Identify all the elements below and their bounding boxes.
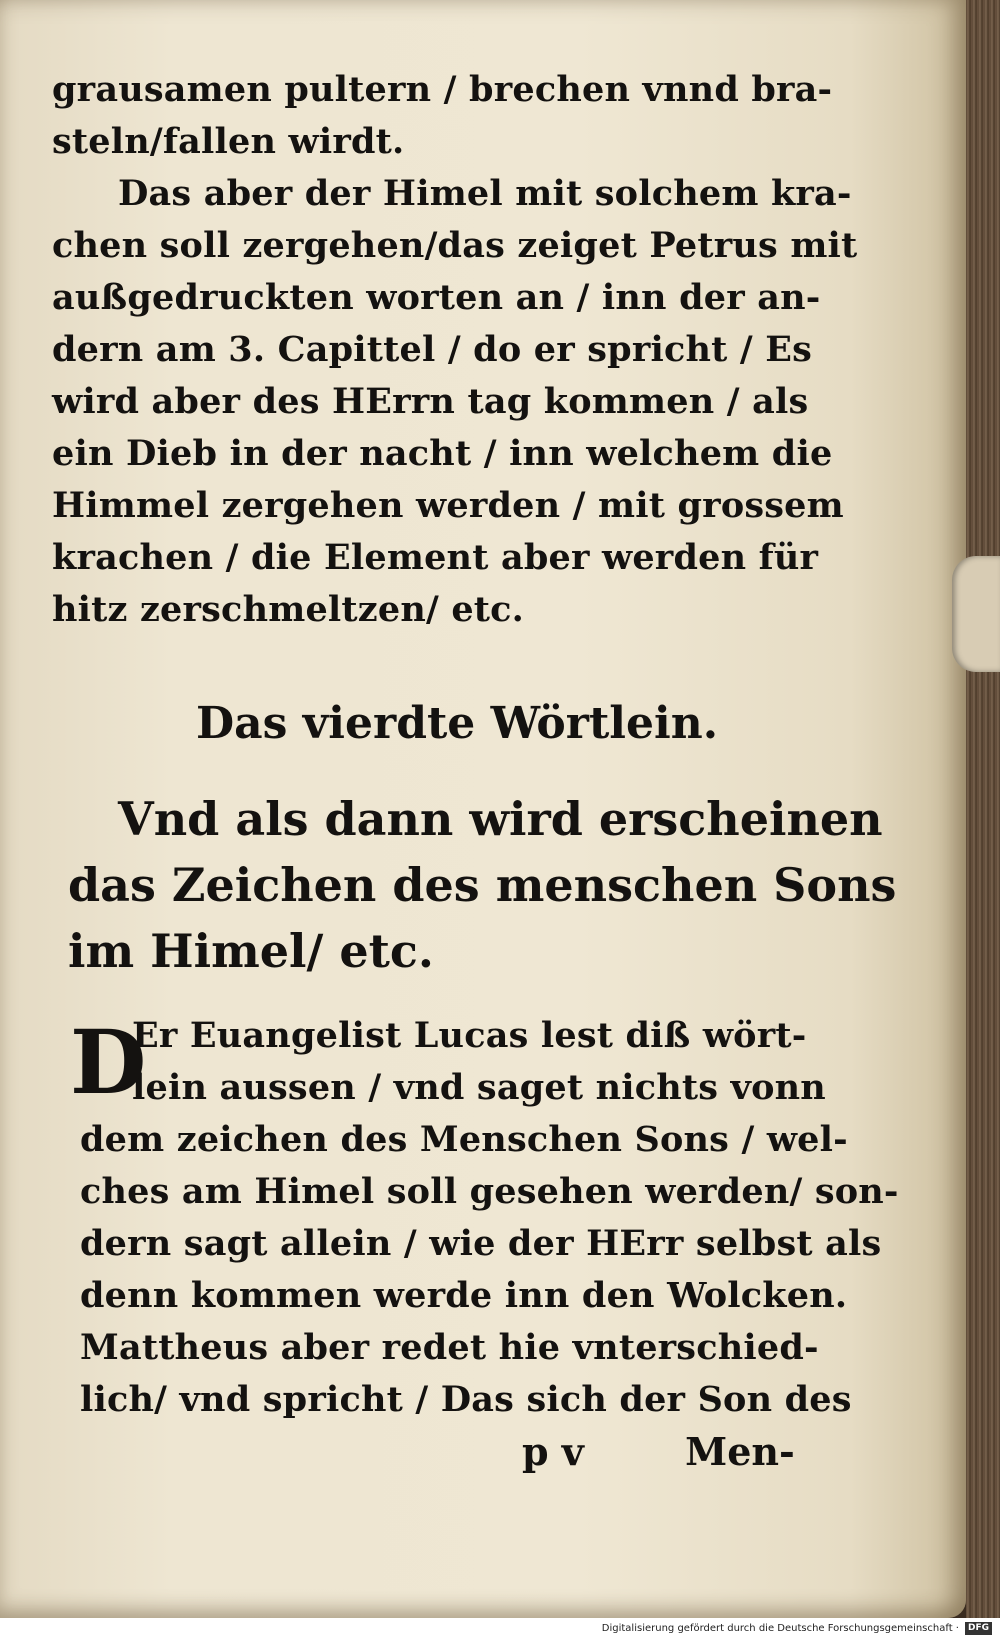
digitization-footer (0, 1618, 1000, 1639)
page-text (52, 64, 899, 1478)
text-line: chen soll zergehen/das zeiget Petrus mit (52, 225, 858, 266)
text-line: ches am Himel soll gesehen werden/ son- (80, 1171, 899, 1212)
footer-text: Digitalisierung gefördert durch die Deutsche Forschungsgemeinschaft · (601, 1623, 959, 1634)
text-line: außgedruckten worten an / inn der an- (52, 277, 821, 318)
verse-line: das Zeichen des menschen Sons (68, 858, 897, 912)
page-clip (952, 556, 1000, 672)
text-line: Mattheus aber redet hie vnterschied- (80, 1327, 819, 1368)
text-line: dern am 3. Capittel / do er spricht / Es (52, 329, 813, 370)
text-line: krachen / die Element aber werden für (52, 537, 819, 578)
catchword: Men- (685, 1429, 795, 1474)
text-line: Himmel zergehen werden / mit grossem (52, 485, 844, 526)
verse-line: Vnd als dann wird erscheinen (118, 792, 883, 846)
text-line: dern sagt allein / wie der HErr selbst als (80, 1223, 882, 1264)
drop-cap: D (70, 1010, 147, 1114)
text-line: grausamen pultern / brechen vnnd bra- (52, 69, 833, 110)
dfg-logo: DFG (965, 1622, 992, 1635)
text-line: wird aber des HErrn tag kommen / als (52, 381, 809, 422)
section-heading: Das vierdte Wörtlein. (195, 698, 719, 749)
book-page-edges (966, 0, 1000, 1620)
commentary-paragraph (52, 1010, 899, 1426)
text-line: steln/fallen wirdt. (52, 121, 405, 162)
signature-line (52, 1426, 822, 1478)
text-line: Das aber der Himel mit solchem kra- (118, 173, 852, 214)
text-line: ein Dieb in der nacht / inn welchem die (52, 433, 833, 474)
text-line: hitz zerschmeltzen/ etc. (52, 589, 525, 630)
text-line: denn kommen werde inn den Wolcken. (80, 1275, 848, 1316)
text-line: lein aussen / vnd saget nichts vonn (132, 1067, 826, 1108)
text-line: lich/ vnd spricht / Das sich der Son des (80, 1379, 852, 1420)
verse-line: im Himel/ etc. (68, 924, 434, 978)
text-line: dem zeichen des Menschen Sons / wel- (80, 1119, 848, 1160)
signature-mark: p v (522, 1429, 584, 1474)
text-line: Er Euangelist Lucas lest diß wört- (132, 1015, 807, 1056)
